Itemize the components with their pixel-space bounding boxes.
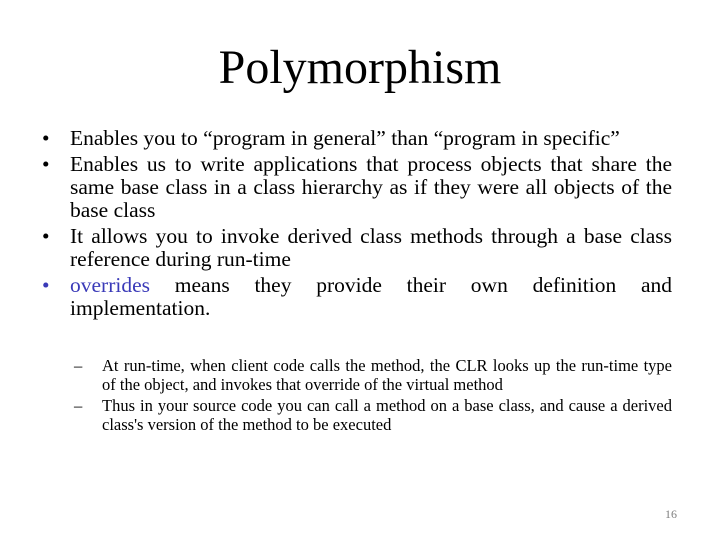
dash-marker: –	[74, 396, 83, 415]
bullet-item	[40, 153, 672, 222]
bullet-marker: •	[42, 152, 50, 176]
subbullet-list	[74, 357, 672, 437]
subbullet-item	[74, 357, 672, 394]
bullet-marker: •	[42, 224, 50, 248]
bullet-text: It allows you to invoke derived class methods through a base class reference during run-time	[70, 224, 672, 271]
bullet-item	[40, 225, 672, 271]
dash-marker: –	[74, 356, 83, 375]
slide-title: Polymorphism	[218, 41, 502, 94]
bullet-marker: •	[42, 273, 50, 297]
page-number: 16	[665, 507, 677, 521]
bullet-list	[40, 127, 672, 323]
bullet-marker: •	[42, 126, 50, 150]
highlighted-keyword: overrides	[70, 273, 150, 297]
bullet-text: means they provide their own definition and implementation.	[70, 273, 672, 320]
bullet-item	[40, 274, 672, 320]
bullet-text: Enables us to write applications that process objects that share the same base class in a class hierarchy as if they were all objects of the base class	[70, 152, 672, 222]
bullet-item	[40, 127, 672, 150]
subbullet-item	[74, 397, 672, 434]
subbullet-text: Thus in your source code you can call a method on a base class, and cause a derived class's version of the method to be executed	[102, 396, 672, 434]
subbullet-text: At run-time, when client code calls the method, the CLR looks up the run-time type of the object, and invokes that override of the virtual method	[102, 356, 672, 394]
bullet-text: Enables you to “program in general” than “program in specific”	[70, 126, 620, 150]
